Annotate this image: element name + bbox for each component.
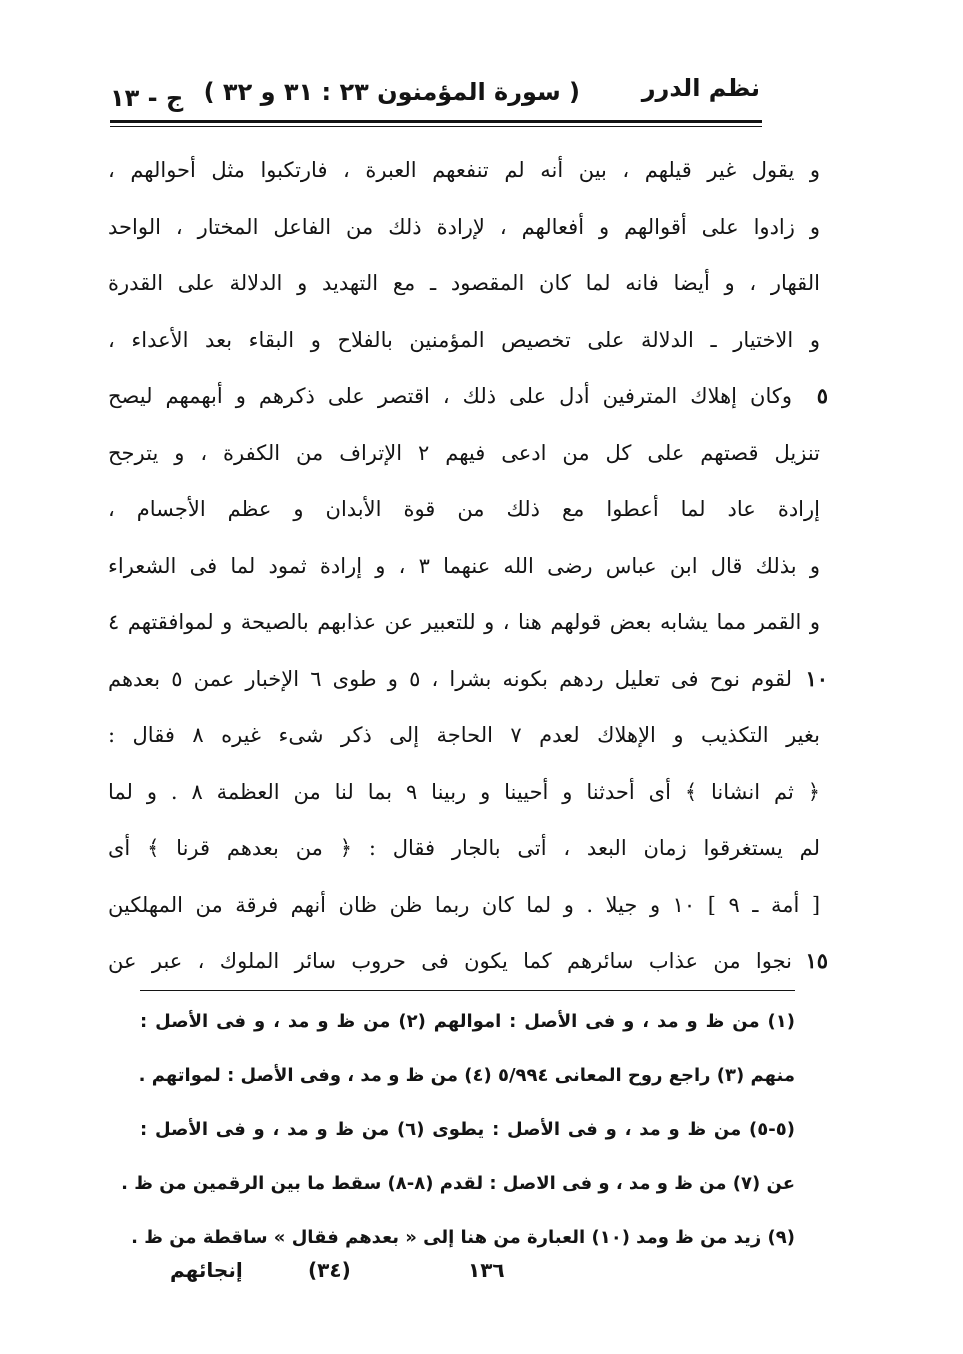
text-line [108, 877, 820, 934]
footnote-line: (١) من ظ و مد ، و فى الأصل : اموالهم (٢) من ظ و مد ، و فى الأصل : [140, 1011, 795, 1032]
volume-number: ج - ١٣ [110, 84, 184, 112]
text-line [108, 312, 820, 369]
line-text: و الاختيار ـ الدلالة على تخصيص المؤمنين بالفلاح و البقاء بعد الأعداء ، [108, 327, 820, 352]
footnote-line: عن (٧) من ظ و مد ، و فى الاصل : لقدم (٨-٨) سقط ما بين الرقمين من ظ . [121, 1173, 795, 1194]
text-line [108, 933, 828, 990]
line-text: تنزيل قصتهم على كل من ادعى فيهم ٢ الإتراف من الكفرة ، و يترجح [108, 440, 820, 465]
line-text: وكان إهلاك المترفين أدل على ذلك ، اقتصر على ذكرهم و أبهمهم ليصح [108, 384, 792, 408]
line-text: بغير التكذيب و الإهلاك لعدم ٧ الحاجة إلى ذكر شىء غيره ٨ فقال : [108, 723, 820, 747]
line-number: ١٠ [805, 665, 828, 691]
signature-mark: (٣٤) [308, 1258, 351, 1282]
page-number: ١٣٦ [468, 1258, 505, 1282]
footnote-line: منهم (٣) راجع روح المعانى ٥/٩٩٤ (٤) من ظ و مد ، وفى الأصل : لمواتهم . [138, 1065, 795, 1086]
text-line [108, 651, 828, 708]
text-line [108, 594, 820, 651]
line-text: ﴿ ثم انشانا ﴾ أى أحدثنا و أحيينا و ربينا ٩ بما لنا من العظمة ٨ . و لما [108, 779, 820, 804]
text-line [108, 368, 828, 425]
text-line [108, 481, 820, 538]
line-text: نجوا من عذاب سائرهم كما يكون فى حروب سائر الملوك ، عبر عن [108, 949, 792, 973]
page-footer [140, 1252, 795, 1292]
footnote-line: (٩) زيد من ظ ومد (١٠) العبارة من هنا إلى « بعدهم فقال » ساقطة من ظ . [131, 1227, 795, 1248]
line-text: إرادة عاد لما أعطوا مع ذلك من قوة الأبدان و عظم الأجسام ، [108, 497, 820, 521]
text-line [108, 538, 820, 595]
line-text: و زادوا على أقوالهم و أفعالهم ، لإرادة ذلك من الفاعل المختار ، الواحد [108, 214, 820, 239]
footnotes [121, 990, 795, 1265]
surah-reference: ( سورة المؤمنون ٢٣ : ٣١ و ٣٢ ) [203, 78, 580, 106]
line-text: [ أمة ـ ٩ ] ١٠ و جيلا . و لما كان ربما ظن ظان أنهم فرقة من المهلكين [108, 892, 821, 917]
line-text: لقوم نوح فى تعليل ردهم بكونه بشرا ، ٥ و طوى ٦ الإخبار عمن ٥ بعدهم [108, 666, 792, 691]
book-title: نظم الدرر [641, 74, 760, 102]
text-line [108, 820, 820, 877]
footnote-line: (٥-٥) من ظ و مد ، و فى الأصل : يطوى (٦) من ظ و مد ، و فى الأصل : [140, 1119, 795, 1140]
header-rule-thin [110, 126, 762, 127]
main-text [108, 142, 828, 990]
text-line [108, 255, 820, 312]
line-number: ١٥ [805, 948, 828, 973]
header-rule [110, 120, 762, 123]
catchword: إنجائهم [170, 1258, 243, 1282]
text-line [108, 707, 820, 764]
running-header [110, 70, 760, 116]
text-line [108, 199, 820, 256]
line-text: و يقول غير قيلهم ، بين أنه لم تنفعهم العبرة ، فارتكبوا مثل أحوالهم ، [108, 158, 820, 182]
line-text: القهار ، و أيضا فانه لما كان المقصود ـ مع التهديد و الدلالة على القدرة [108, 271, 820, 295]
line-text: لم يستغرقوا زمان البعد ، أتى بالجار فقال : ﴿ من بعدهم قرنا ﴾ أى [108, 836, 820, 860]
text-line [108, 764, 820, 821]
line-number: ٥ [816, 383, 828, 408]
line-text: و القمر مما يشابه بعض قولهم هنا ، و للتعبير عن عذابهم بالصيحة و لموافقتهم ٤ [108, 610, 820, 634]
line-text: و بذلك قال ابن عباس رضى الله عنهما ٣ ، و إرادة ثمود لما فى الشعراء [108, 553, 820, 578]
text-line [108, 142, 820, 199]
text-line [108, 425, 820, 482]
